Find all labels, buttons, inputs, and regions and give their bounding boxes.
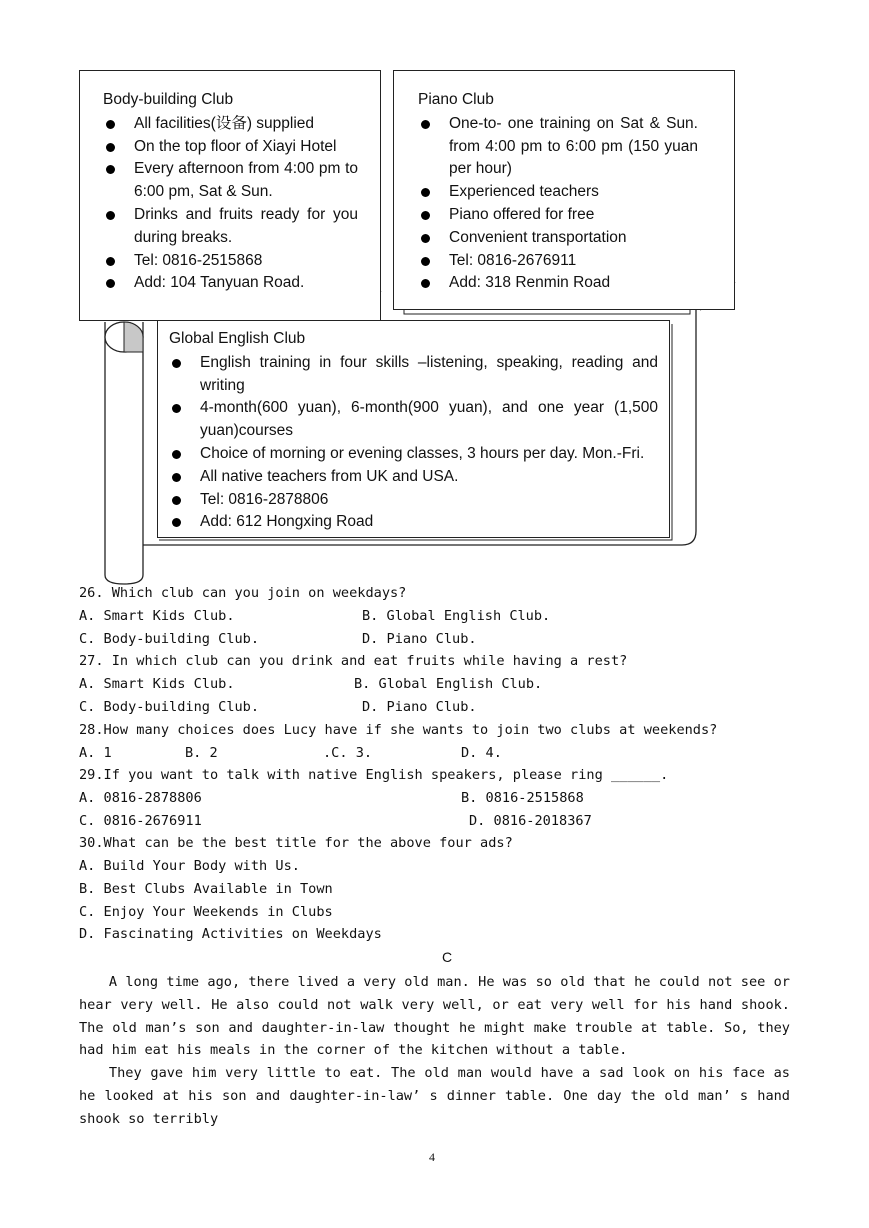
passage-paragraph: They gave him very little to eat. The old man would have a sad look on his face as he looked at his son and daughter-in-law’ s dinner table. One day the old man’ s hand shook so terribly <box>79 1065 790 1127</box>
question-29-option-d: D. 0816-2018367 <box>469 813 592 829</box>
question-28-option-c: .C. 3. <box>323 745 373 761</box>
question-26-option-a: A. Smart Kids Club. <box>79 608 235 624</box>
question-27-option-b: B. Global English Club. <box>354 676 543 692</box>
question-28-option-d: D. 4. <box>461 745 502 761</box>
question-27-option-c: C. Body-building Club. <box>79 699 260 715</box>
list-item: Add: 318 Renmin Road <box>418 272 698 295</box>
ad-feature-list <box>103 113 358 295</box>
ad-global-english-club <box>157 320 670 538</box>
ad-title: Body-building Club <box>103 91 234 108</box>
list-item: Choice of morning or evening classes, 3 hours per day. Mon.-Fri. <box>169 443 658 466</box>
question-30-option-a: A. Build Your Body with Us. <box>79 858 300 874</box>
ad-title: Global English Club <box>169 330 306 347</box>
reading-passage <box>79 971 790 1131</box>
list-item: Experienced teachers <box>418 181 698 204</box>
list-item: 4-month(600 yuan), 6-month(900 yuan), and one year (1,500 yuan)courses <box>169 397 658 443</box>
ad-title: Piano Club <box>418 91 494 108</box>
list-item: Tel: 0816-2676911 <box>418 250 698 273</box>
question-29-option-b: B. 0816-2515868 <box>461 790 584 806</box>
question-30-stem: 30.What can be the best title for the above four ads? <box>79 835 513 851</box>
list-item: Piano offered for free <box>418 204 698 227</box>
question-26-option-d: D. Piano Club. <box>362 631 477 647</box>
list-item: One-to- one training on Sat & Sun. from 4:00 pm to 6:00 pm (150 yuan per hour) <box>418 113 698 181</box>
question-30-option-b: B. Best Clubs Available in Town <box>79 881 333 897</box>
ad-piano-club <box>393 70 735 310</box>
ad-body-building-club <box>79 70 381 321</box>
list-item: All native teachers from UK and USA. <box>169 466 658 489</box>
ad-feature-list <box>418 113 698 295</box>
list-item: Add: 612 Hongxing Road <box>169 511 658 534</box>
question-30-option-d: D. Fascinating Activities on Weekdays <box>79 926 382 942</box>
question-28-stem: 28.How many choices does Lucy have if she wants to join two clubs at weekends? <box>79 722 718 738</box>
question-27-stem: 27. In which club can you drink and eat fruits while having a rest? <box>79 653 628 669</box>
question-26-option-c: C. Body-building Club. <box>79 631 260 647</box>
list-item: Every afternoon from 4:00 pm to 6:00 pm, Sat & Sun. <box>103 158 358 204</box>
list-item: On the top floor of Xiayi Hotel <box>103 136 358 159</box>
ad-feature-list <box>169 352 658 534</box>
question-29-option-c: C. 0816-2676911 <box>79 813 202 829</box>
page-number: 4 <box>429 1150 435 1164</box>
question-29-stem: 29.If you want to talk with native English speakers, please ring ______. <box>79 767 669 783</box>
list-item: Drinks and fruits ready for you during breaks. <box>103 204 358 250</box>
section-heading: C <box>442 949 453 965</box>
list-item: Tel: 0816-2878806 <box>169 489 658 512</box>
list-item: English training in four skills –listening, speaking, reading and writing <box>169 352 658 398</box>
question-27-option-d: D. Piano Club. <box>362 699 477 715</box>
list-item: Tel: 0816-2515868 <box>103 250 358 273</box>
question-26-option-b: B. Global English Club. <box>362 608 551 624</box>
list-item: All facilities(设备) supplied <box>103 113 358 136</box>
question-28-option-a: A. 1 <box>79 745 112 761</box>
question-27-option-a: A. Smart Kids Club. <box>79 676 235 692</box>
question-30-option-c: C. Enjoy Your Weekends in Clubs <box>79 904 333 920</box>
list-item: Add: 104 Tanyuan Road. <box>103 272 358 295</box>
passage-paragraph: A long time ago, there lived a very old man. He was so old that he could not see or hear very well. He also could not walk very well, or eat very well for his hand shook. The old man’s son and daughter-in-law thought he might make trouble at table. So, they had him eat his meals in the corner of the kitchen without a table. <box>79 974 790 1059</box>
question-29-option-a: A. 0816-2878806 <box>79 790 202 806</box>
question-26-stem: 26. Which club can you join on weekdays? <box>79 585 407 601</box>
list-item: Convenient transportation <box>418 227 698 250</box>
question-28-option-b: B. 2 <box>185 745 218 761</box>
